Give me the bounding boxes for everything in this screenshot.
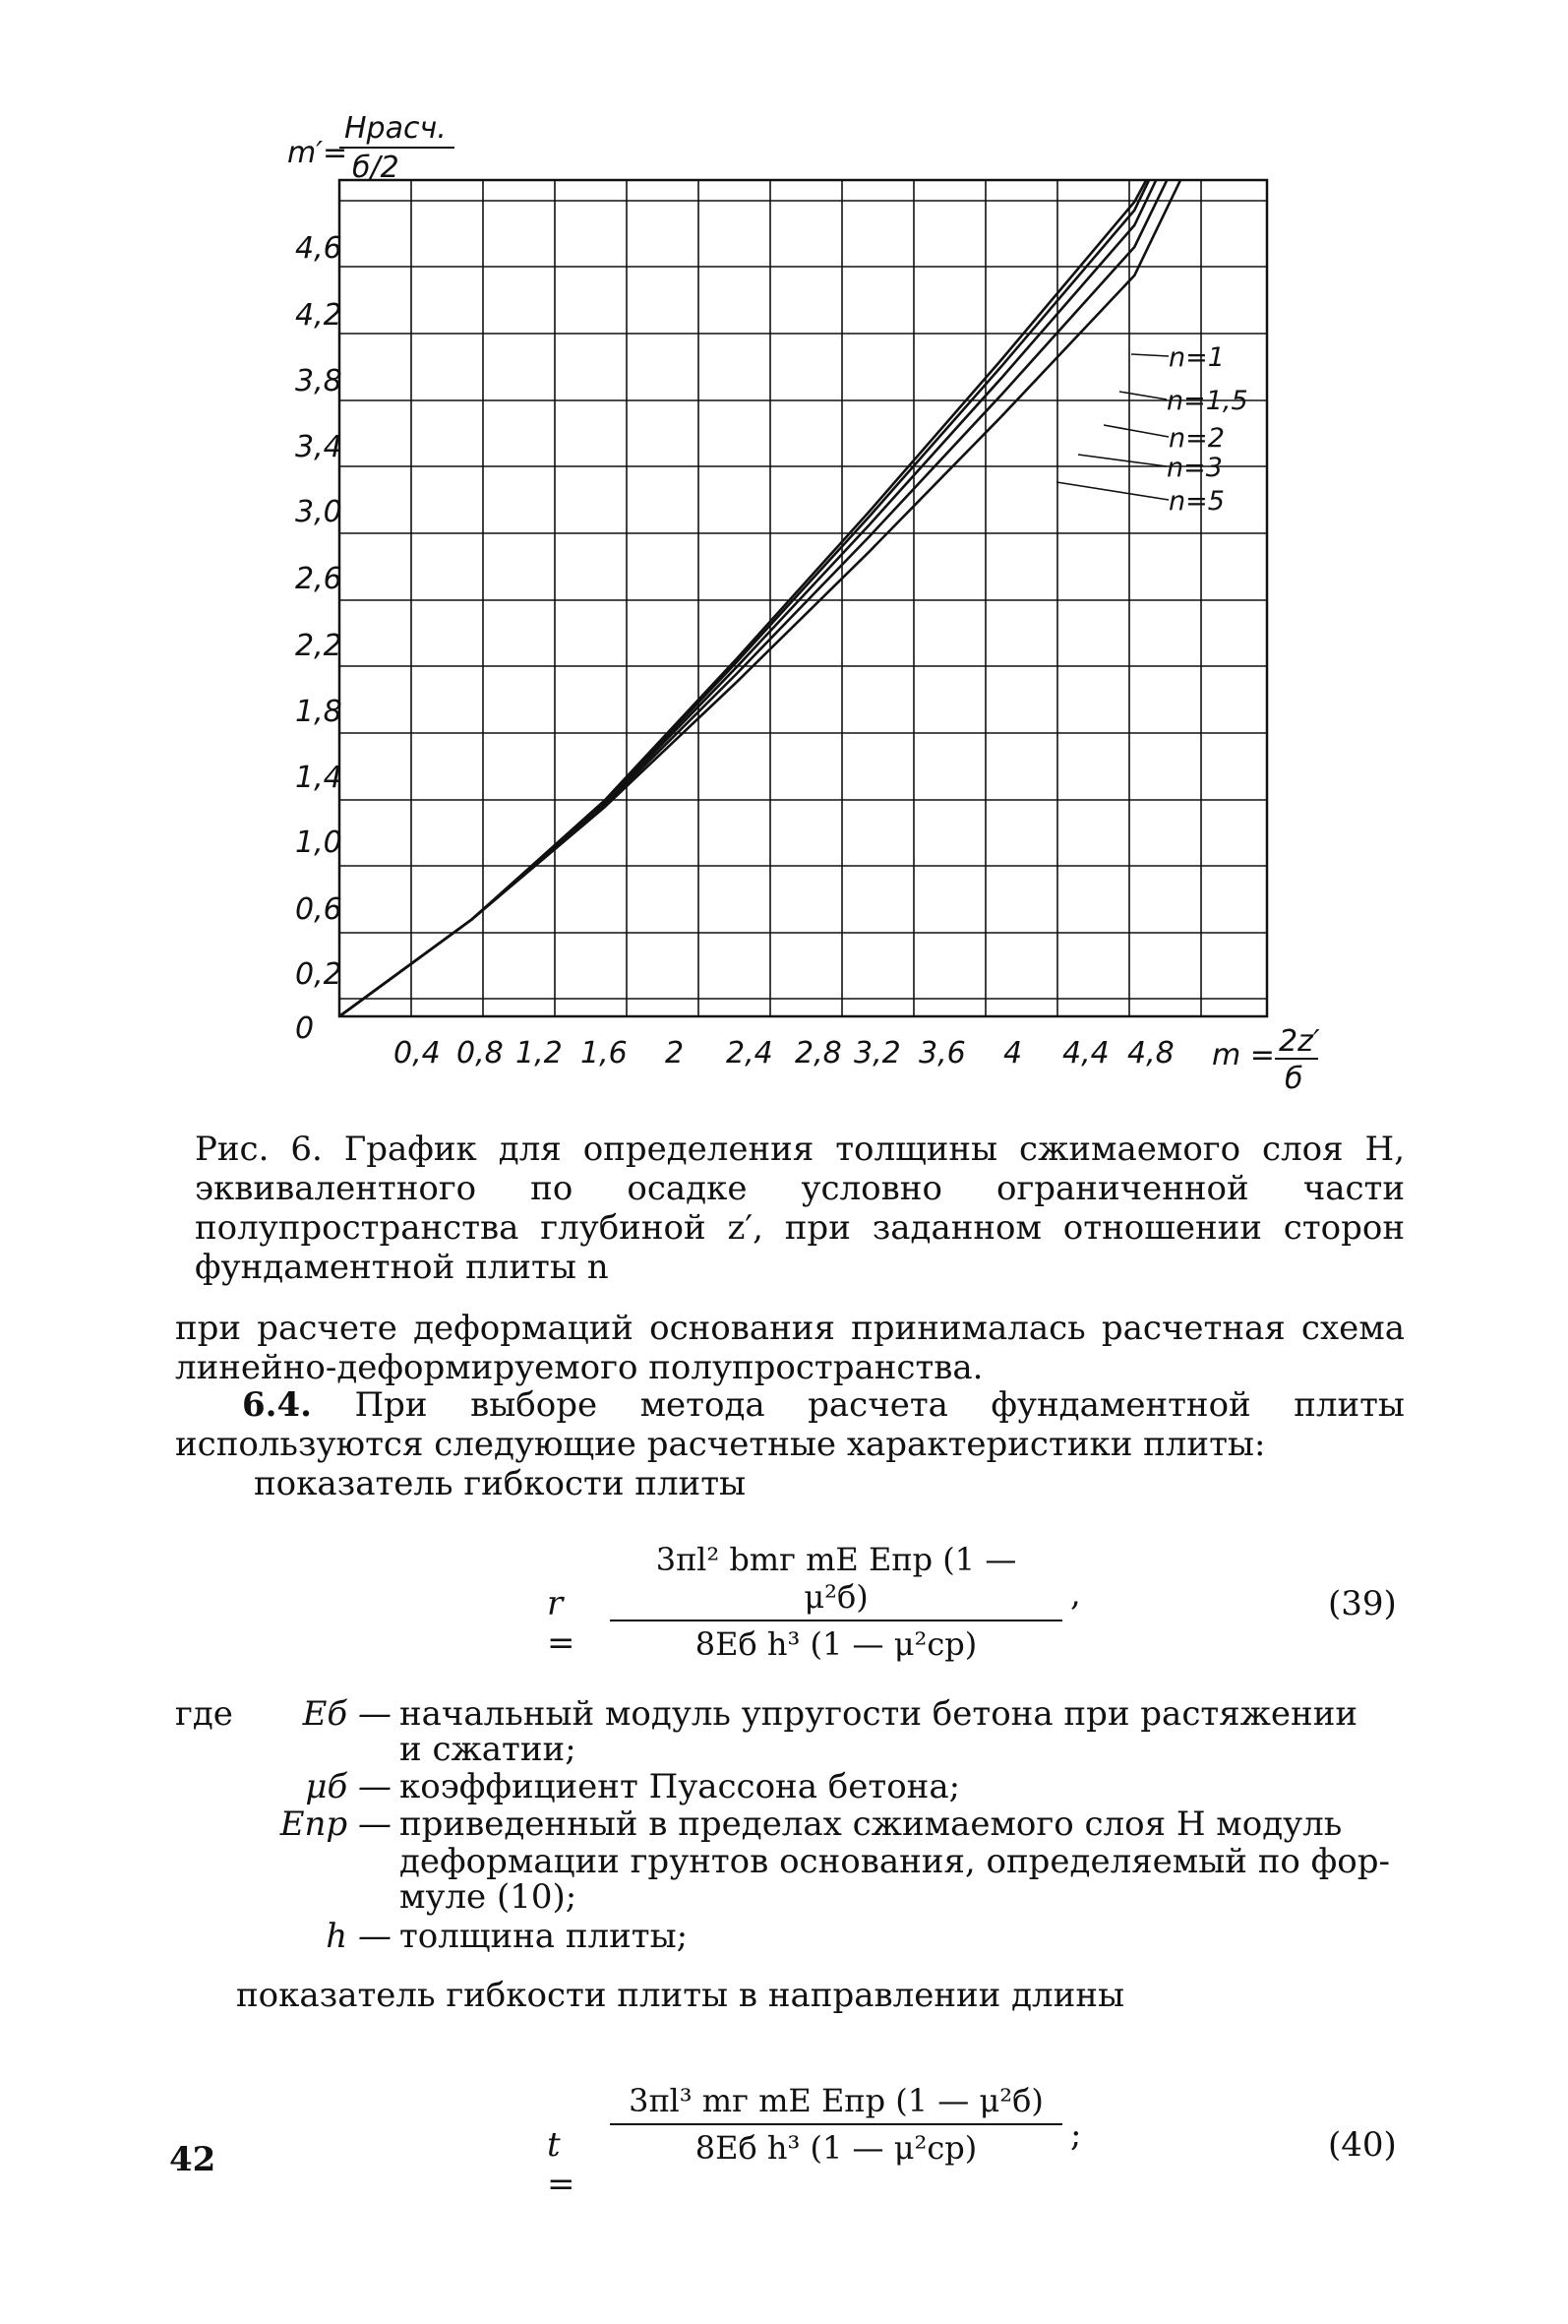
x-axis-title-den: б	[1285, 1062, 1303, 1096]
chart-grid	[339, 180, 1267, 1016]
paragraph-2-number: 6.4.	[242, 1385, 312, 1425]
paragraph-4: показатель гибкости плиты в направлении длины	[236, 1976, 1125, 2015]
definition-row	[175, 1768, 1405, 1805]
definition-row	[175, 1878, 1405, 1916]
x-tick-label: 4	[1003, 1036, 1023, 1070]
paragraph-2	[175, 1385, 1405, 1464]
x-tick-label: 3,2	[854, 1036, 901, 1070]
formula-39-number: (39)	[1328, 1584, 1397, 1623]
y-tick-label: 4,6	[295, 231, 342, 266]
legend-leader	[1104, 425, 1169, 437]
x-axis-title-num: 2z′	[1279, 1024, 1320, 1059]
y-tick-label: 0	[295, 1011, 315, 1046]
series-line-n-3	[339, 80, 1216, 1016]
definition-row	[175, 1918, 1405, 1955]
y-tick-label: 2,2	[295, 629, 342, 663]
definition-symbol: Eпр —	[279, 1804, 392, 1844]
legend-leader	[1119, 392, 1167, 399]
definition-symbol: h —	[326, 1917, 392, 1956]
y-tick-label: 3,8	[295, 364, 342, 398]
legend-label: n=1	[1169, 342, 1225, 373]
formula-40-numerator: 3πl³ mг mE Eпр (1 — μ²б)	[610, 2082, 1062, 2125]
chart-curves	[339, 80, 1229, 1016]
chart-tick-labels	[295, 231, 1175, 1070]
definition-symbol: Eб —	[302, 1694, 392, 1734]
y-tick-label: 1,0	[295, 826, 342, 860]
definition-row	[175, 1695, 1405, 1733]
formula-40-denominator: 8Eб h³ (1 — μ²ср)	[694, 2129, 978, 2167]
formula-40-lhs: t =	[547, 2125, 575, 2204]
definition-text: муле (10);	[399, 1877, 577, 1917]
x-tick-label: 2,4	[726, 1036, 773, 1070]
legend-label: n=2	[1169, 423, 1225, 454]
paragraph-1: при расчете деформаций основания принималась расчетная схема линейно-деформируемого полупространства.	[175, 1309, 1405, 1387]
series-line-n-2	[339, 80, 1204, 1016]
formula-40-number: (40)	[1328, 2125, 1397, 2165]
paragraph-3: показатель гибкости плиты	[254, 1464, 747, 1503]
legend-label: n=1,5	[1167, 386, 1248, 416]
legend-leader	[1131, 354, 1169, 356]
y-tick-label: 1,4	[295, 761, 342, 795]
formula-39-numerator: 3πl² bmг mE Eпр (1 — μ²б)	[610, 1541, 1062, 1621]
chart-figure	[0, 0, 1568, 1112]
x-tick-label: 2,8	[795, 1036, 842, 1070]
y-axis-title	[287, 111, 454, 185]
legend-leader	[1056, 482, 1169, 500]
x-tick-label: 0,8	[456, 1036, 504, 1070]
x-tick-label: 2	[665, 1036, 685, 1070]
y-tick-label: 1,8	[295, 695, 342, 729]
y-tick-label: 3,4	[295, 430, 342, 464]
y-axis-title-den: б/2	[352, 151, 399, 185]
formula-39-lhs: r =	[547, 1584, 575, 1663]
formula-39-comma: ,	[1070, 1574, 1081, 1614]
definition-text: и сжатии;	[399, 1730, 576, 1769]
x-tick-label: 1,6	[580, 1036, 628, 1070]
definition-text: начальный модуль упругости бетона при растяжении	[399, 1694, 1358, 1734]
definition-text: деформации грунтов основания, определяемый по фор-	[399, 1842, 1391, 1881]
series-line-n-5	[339, 80, 1229, 1016]
y-tick-label: 3,0	[295, 495, 342, 529]
x-axis-title-lhs: m =	[1212, 1038, 1275, 1072]
definition-text: коэффициент Пуассона бетона;	[399, 1767, 961, 1806]
plot-frame	[339, 180, 1267, 1016]
x-tick-label: 0,4	[393, 1036, 441, 1070]
formula-39-denominator: 8Eб h³ (1 — μ²ср)	[694, 1625, 978, 1663]
x-tick-label: 3,6	[919, 1036, 966, 1070]
y-axis-title-lhs: m′=	[287, 136, 348, 170]
x-tick-label: 1,2	[515, 1036, 563, 1070]
x-tick-label: 4,4	[1062, 1036, 1110, 1070]
definition-text: толщина плиты;	[399, 1917, 689, 1956]
y-tick-label: 0,2	[295, 957, 342, 992]
series-line-n-1-5	[339, 80, 1197, 1016]
definition-row	[175, 1843, 1405, 1880]
x-axis-title	[1212, 1024, 1320, 1096]
x-tick-label: 4,8	[1127, 1036, 1175, 1070]
definition-text: приведенный в пределах сжимаемого слоя H модуль	[399, 1804, 1343, 1844]
chart-legend	[1056, 342, 1248, 517]
page-number: 42	[169, 2140, 216, 2179]
y-axis-title-num: Hрасч.	[344, 111, 447, 146]
definitions-where: где	[175, 1694, 233, 1734]
legend-label: n=3	[1167, 453, 1223, 483]
legend-label: n=5	[1169, 486, 1225, 517]
y-tick-label: 4,2	[295, 298, 342, 333]
legend-leader	[1078, 455, 1167, 466]
y-tick-label: 0,6	[295, 892, 342, 927]
y-tick-label: 2,6	[295, 562, 342, 596]
definition-row	[175, 1731, 1405, 1768]
definition-row	[175, 1805, 1405, 1843]
figure-caption: Рис. 6. График для определения толщины сжимаемого слоя H, эквивалентного по осадке условно ограниченной части полупространства глубиной z′, при заданном отношении сторон фундаментной плиты n	[195, 1130, 1405, 1287]
paragraph-2-text: При выборе метода расчета фундаментной плиты используются следующие расчетные характеристики плиты:	[175, 1385, 1405, 1464]
definition-symbol: μб —	[305, 1767, 392, 1806]
formula-40-semicolon: ;	[1070, 2115, 1082, 2155]
